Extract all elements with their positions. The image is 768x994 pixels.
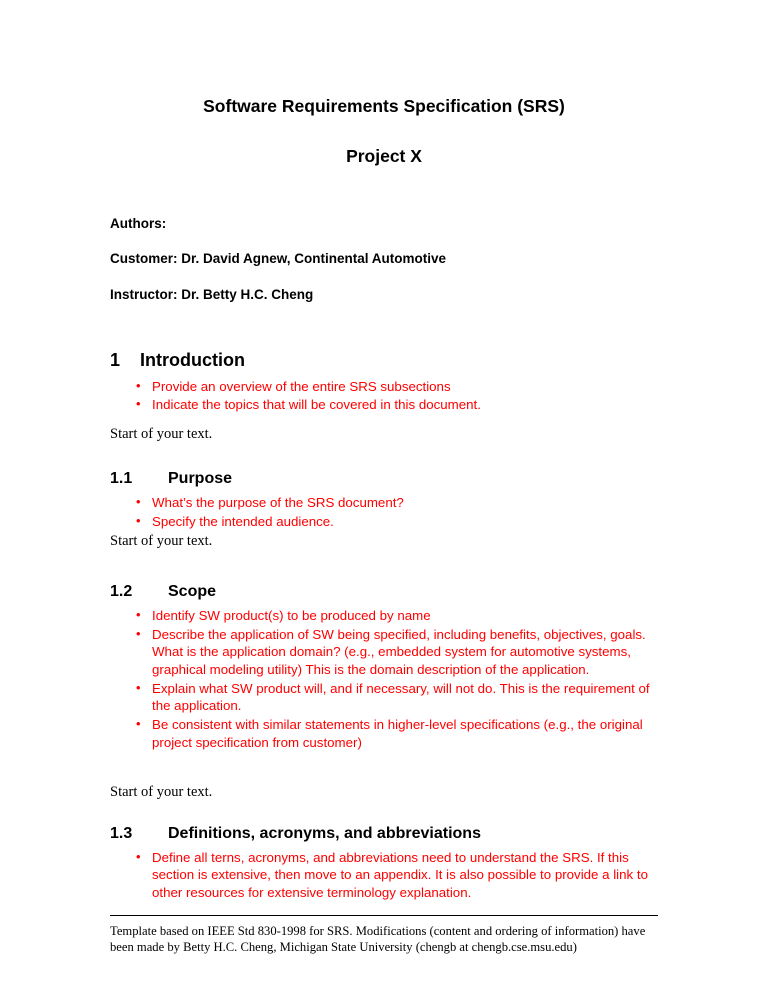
- section-1-2-placeholder: Start of your text.: [110, 784, 213, 801]
- section-number-1-2: 1.2: [110, 582, 133, 600]
- section-heading-1: [110, 350, 658, 372]
- list-item: • Describe the application of SW being specified, including benefits, objectives, goals. What is the application domain? (e.g., embedded system for automotive systems, graphical modeling utility) This is the domain description of the application.: [110, 626, 658, 679]
- document-title: Software Requirements Specification (SRS): [203, 96, 565, 116]
- section-title-1-3: Definitions, acronyms, and abbreviations: [168, 824, 481, 842]
- section-1-1-bullets: [110, 494, 658, 530]
- section-1-bullets: [110, 378, 658, 414]
- list-item: • Define all terns, acronyms, and abbreviations need to understand the SRS. If this section is extensive, then move to an appendix. It is also possible to provide a link to other resources for extensive terminology explanation.: [110, 849, 658, 902]
- section-1-2-bullets: [110, 607, 658, 751]
- list-item: • Be consistent with similar statements in higher-level specifications (e.g., the original project specification from customer): [110, 716, 658, 751]
- list-item: • Explain what SW product will, and if necessary, will not do. This is the requirement of the application.: [110, 680, 658, 715]
- section-title-1: Introduction: [140, 350, 245, 371]
- section-number-1: 1: [110, 350, 121, 371]
- list-item: • Provide an overview of the entire SRS subsections: [110, 378, 658, 396]
- section-1-placeholder: Start of your text.: [110, 426, 213, 443]
- list-item: • What’s the purpose of the SRS document?: [110, 494, 658, 512]
- customer-line: Customer: Dr. David Agnew, Continental Automotive: [110, 251, 447, 267]
- section-heading-1-3: [110, 824, 658, 843]
- section-title-1-2: Scope: [168, 582, 217, 600]
- section-1-1-placeholder: Start of your text.: [110, 532, 213, 549]
- list-item: • Specify the intended audience.: [110, 513, 658, 531]
- list-item: • Identify SW product(s) to be produced by name: [110, 607, 658, 625]
- page-footer: Template based on IEEE Std 830-1998 for SRS. Modifications (content and ordering of information) have been made by Betty H.C. Cheng, Michigan State University (chengb at chengb.cse.msu.edu): [110, 915, 658, 956]
- list-item: • Indicate the topics that will be covered in this document.: [110, 396, 658, 414]
- instructor-line: Instructor: Dr. Betty H.C. Cheng: [110, 287, 314, 303]
- document-subtitle: Project X: [346, 145, 422, 166]
- section-heading-1-2: [110, 582, 658, 601]
- section-title-1-1: Purpose: [168, 470, 233, 488]
- section-number-1-3: 1.3: [110, 824, 133, 842]
- document-metadata: [110, 216, 658, 305]
- section-heading-1-1: [110, 469, 658, 488]
- authors-label: Authors:: [110, 215, 167, 231]
- section-1-3-bullets: [110, 849, 658, 902]
- section-number-1-1: 1.1: [110, 470, 133, 488]
